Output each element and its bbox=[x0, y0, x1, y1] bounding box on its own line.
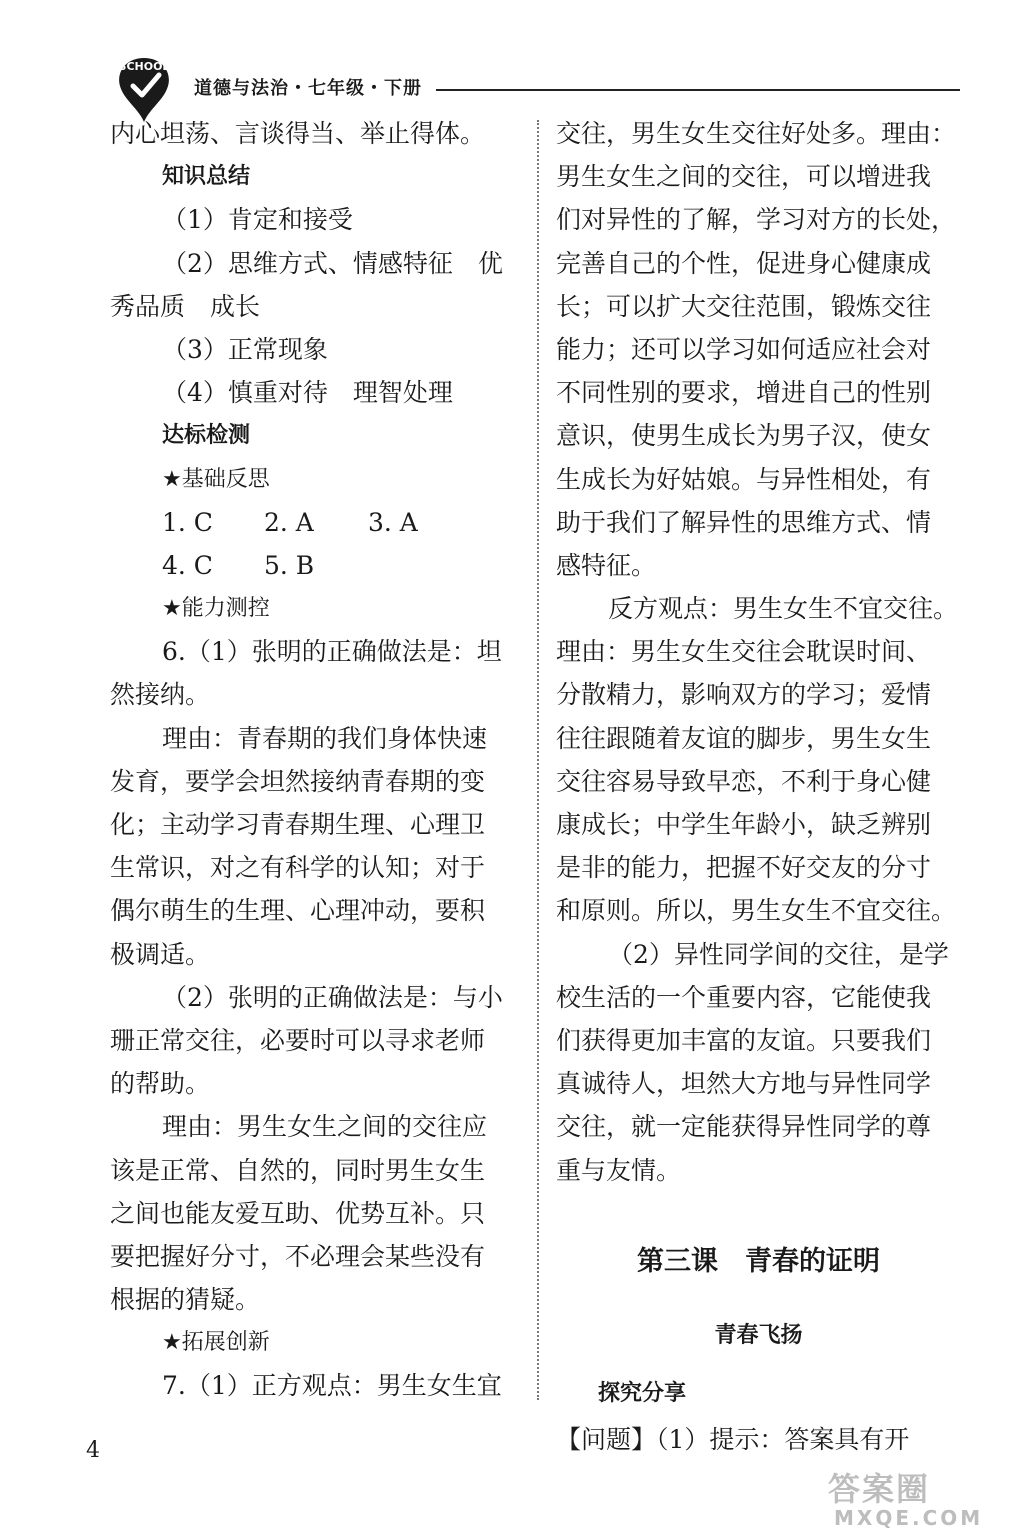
text-line: 7.（1）正方观点：男生女生宜 bbox=[162, 1371, 502, 1401]
text-line: 校生活的一个重要内容，它能使我 bbox=[556, 982, 932, 1012]
text-line: 生成长为好姑娘。与异性相处，有 bbox=[556, 464, 932, 494]
text-line: 长；可以扩大交往范围，锻炼交往 bbox=[556, 291, 932, 321]
header-rule bbox=[436, 89, 960, 91]
text-line: 理由：男生女生之间的交往应 bbox=[162, 1112, 488, 1142]
page-number: 4 bbox=[86, 1438, 100, 1463]
text-line: 交往容易导致早恋，不利于身心健 bbox=[556, 766, 932, 796]
watermark-url: MXQE.COM bbox=[834, 1506, 984, 1530]
subsection-heading-extension: ★拓展创新 bbox=[162, 1330, 270, 1356]
text-line: 康成长；中学生年龄小，缺乏辨别 bbox=[556, 810, 932, 839]
watermark-logo-text: 答案圈 bbox=[828, 1470, 931, 1508]
text-line: 理由：青春期的我们身体快速 bbox=[162, 723, 488, 753]
text-line: 和原则。所以，男生女生不宜交往。 bbox=[556, 896, 957, 926]
text-line: 们获得更加丰富的友谊。只要我们 bbox=[556, 1025, 932, 1055]
text-line: 往往跟随着友谊的脚步，男生女生 bbox=[556, 723, 932, 753]
text-line: 化；主动学习青春期生理、心理卫 bbox=[110, 810, 486, 839]
watermark bbox=[822, 1464, 1002, 1530]
text-line: 不同性别的要求，增进自己的性别 bbox=[556, 378, 932, 408]
text-line: 分散精力，影响双方的学习；爱情 bbox=[556, 680, 932, 710]
text-line: 生常识，对之有科学的认知；对于 bbox=[110, 853, 486, 883]
text-line: （2）思维方式、情感特征 优 bbox=[162, 248, 503, 278]
text-line: 是非的能力，把握不好交友的分寸 bbox=[556, 853, 932, 883]
left-column bbox=[110, 112, 515, 1408]
sub-heading: 探究分享 bbox=[598, 1380, 687, 1406]
text-line: 要把握好分寸，不必理会某些没有 bbox=[110, 1241, 486, 1271]
text-line: 助于我们了解异性的思维方式、情 bbox=[556, 507, 932, 537]
text-line: 感特征。 bbox=[556, 550, 657, 580]
text-line: 内心坦荡、言谈得当、举止得体。 bbox=[110, 119, 486, 148]
text-line: 偶尔萌生的生理、心理冲动，要积 bbox=[110, 896, 486, 926]
text-line: 男生女生之间的交往，可以增进我 bbox=[556, 162, 932, 192]
text-line: 该是正常、自然的，同时男生女生 bbox=[110, 1155, 486, 1185]
text-line: 交往，男生女生交往好处多。理由： bbox=[556, 119, 957, 148]
answer-item: 4. C bbox=[162, 550, 213, 580]
text-line: （2）异性同学间的交往，是学 bbox=[608, 939, 949, 969]
section-heading-assessment: 达标检测 bbox=[162, 423, 251, 449]
text-line: （3）正常现象 bbox=[162, 334, 328, 364]
text-line: 真诚待人，坦然大方地与异性同学 bbox=[556, 1069, 932, 1099]
text-line: 6.（1）张明的正确做法是：坦 bbox=[162, 637, 502, 667]
text-line: 重与友情。 bbox=[556, 1155, 682, 1185]
page-header bbox=[0, 0, 1012, 120]
text-line: 的帮助。 bbox=[110, 1069, 211, 1099]
answer-item: 3. A bbox=[368, 507, 418, 537]
svg-text:SCHOOL: SCHOOL bbox=[118, 60, 170, 73]
right-column bbox=[556, 112, 961, 1461]
section-heading-knowledge-summary: 知识总结 bbox=[162, 164, 251, 190]
subsection-heading-basic: ★基础反思 bbox=[162, 466, 270, 492]
answers-row bbox=[110, 544, 515, 587]
text-line: （2）张明的正确做法是：与小 bbox=[162, 982, 503, 1012]
text-line: 反方观点：男生女生不宜交往。 bbox=[608, 594, 959, 624]
answers-row bbox=[110, 501, 515, 544]
text-line: 意识，使男生成长为男子汉，使女 bbox=[556, 421, 932, 451]
section-title: 青春飞扬 bbox=[714, 1322, 803, 1348]
lesson-title: 第三课 青春的证明 bbox=[637, 1245, 880, 1277]
text-line: （1）肯定和接受 bbox=[162, 205, 353, 235]
text-line: 极调适。 bbox=[110, 939, 211, 969]
text-line: 秀品质 成长 bbox=[110, 291, 261, 321]
text-line: 交往，就一定能获得异性同学的尊 bbox=[556, 1112, 932, 1142]
book-title: 道德与法治・七年级・下册 bbox=[194, 78, 422, 99]
answer-item: 5. B bbox=[264, 550, 315, 580]
text-line: 然接纳。 bbox=[110, 680, 211, 710]
answer-item: 1. C bbox=[162, 507, 213, 537]
text-line: 们对异性的了解，学习对方的长处， bbox=[556, 205, 957, 235]
subsection-heading-ability: ★能力测控 bbox=[162, 596, 270, 622]
text-line: 能力；还可以学习如何适应社会对 bbox=[556, 334, 932, 364]
text-line: 珊正常交往，必要时可以寻求老师 bbox=[110, 1025, 486, 1055]
text-line: （4）慎重对待 理智处理 bbox=[162, 378, 453, 408]
text-line: 理由：男生女生交往会耽误时间、 bbox=[556, 637, 932, 667]
text-line: 【问题】（1）提示：答案具有开 bbox=[556, 1424, 910, 1454]
column-divider bbox=[537, 120, 539, 1400]
text-line: 完善自己的个性，促进身心健康成 bbox=[556, 248, 932, 278]
text-line: 根据的猜疑。 bbox=[110, 1285, 261, 1315]
answer-item: 2. A bbox=[264, 507, 314, 537]
text-line: 发育，要学会坦然接纳青春期的变 bbox=[110, 766, 486, 796]
text-line: 之间也能友爱互助、优势互补。只 bbox=[110, 1198, 486, 1228]
